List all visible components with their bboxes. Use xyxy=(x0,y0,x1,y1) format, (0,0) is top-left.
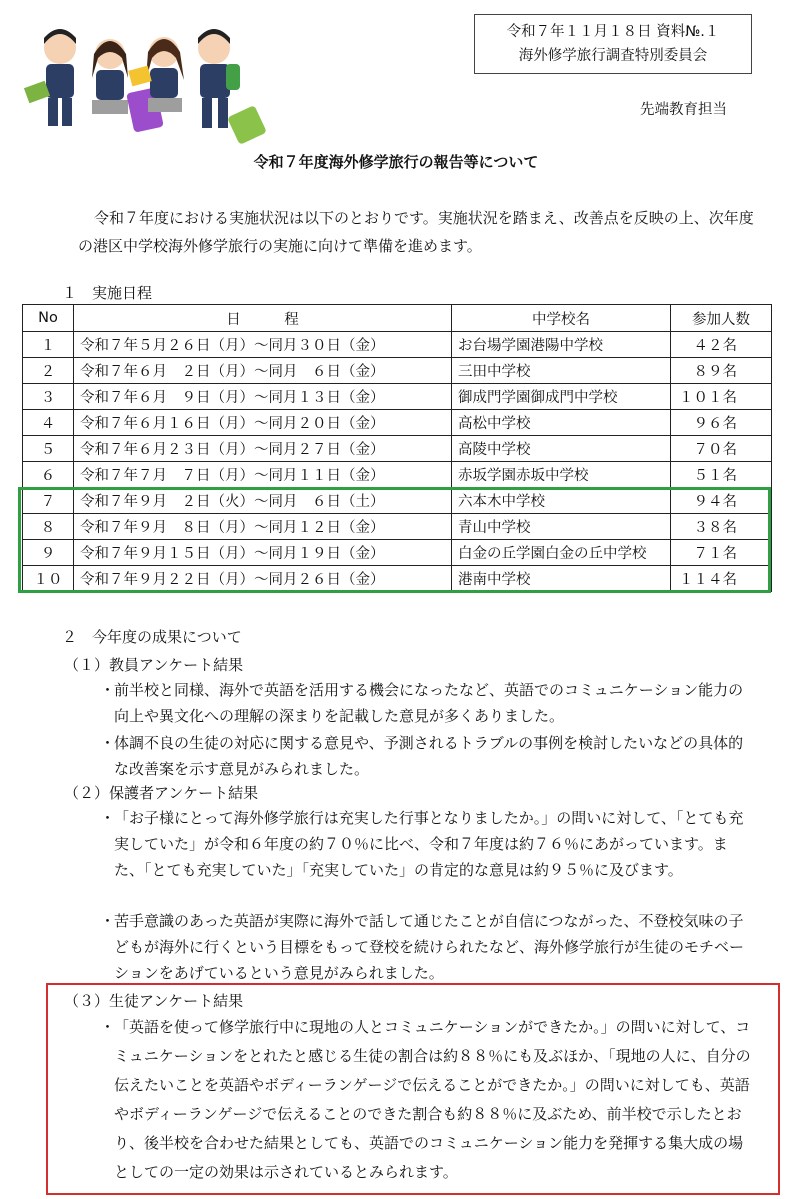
row-count: ５１名 xyxy=(671,462,772,488)
sub3-heading: （３）生徒アンケート結果 xyxy=(64,992,244,1010)
bullet-mark: ・ xyxy=(100,912,116,930)
row-school: 三田中学校 xyxy=(452,358,671,384)
row-number: ８ xyxy=(23,514,74,540)
row-date: 令和７年７月 ７日（月）～同月１１日（金） xyxy=(74,462,452,488)
table-row xyxy=(23,358,772,384)
highlight-green-box xyxy=(18,487,771,593)
row-date: 令和７年６月 ２日（月）～同月 ６日（金） xyxy=(74,358,452,384)
row-school: 御成門学園御成門中学校 xyxy=(452,384,671,410)
bullet-mark: ・ xyxy=(100,681,116,699)
bullet-text: 前半校と同様、海外で英語を活用する機会になったなど、英語でのコミュニケーション能力の向上や異文化への理解の深まりを記載した意見が多くありました。 xyxy=(114,681,744,725)
sub2-heading: （２）保護者アンケート結果 xyxy=(64,784,259,802)
row-count: ９６名 xyxy=(671,410,772,436)
bullet-text: 「英語を使って修学旅行中に現地の人とコミュニケーションができたか。」の問いに対して、コミュニケーションをとれたと感じる生徒の割合は約８８％にも及ぶほか、「現地の人に、自分の伝えたいことを英語やボディーランゲージで伝えることができたか。」の問いに対しても、英語やボディーランゲージで伝えることのできた割合も約８８％に及ぶため、前半校で示したとおり、後半校を合わせた結果としても、英語でのコミュニケーション能力を発揮する集大成の場としての一定の効果は示されているとみられます。 xyxy=(114,1018,751,1181)
department-label: 先端教育担当 xyxy=(640,102,727,118)
bullet-mark: ・ xyxy=(100,809,116,827)
row-school: 青山中学校 xyxy=(452,514,671,540)
row-school: 白金の丘学園白金の丘中学校 xyxy=(452,540,671,566)
row-school: 赤坂学園赤坂中学校 xyxy=(452,462,671,488)
row-count: １０１名 xyxy=(671,384,772,410)
sub1-heading: （１）教員アンケート結果 xyxy=(64,656,244,674)
table-row xyxy=(23,410,772,436)
row-date: 令和７年９月 ８日（月）～同月１２日（金） xyxy=(74,514,452,540)
row-count: ４２名 xyxy=(671,332,772,358)
row-number: ２ xyxy=(23,358,74,384)
student-figure xyxy=(198,29,266,145)
column-header-no: No xyxy=(23,305,74,332)
row-number: １ xyxy=(23,332,74,358)
column-header-school: 中学校名 xyxy=(452,305,671,332)
row-school: 六本木中学校 xyxy=(452,488,671,514)
row-school: 高陵中学校 xyxy=(452,436,671,462)
row-date: 令和７年９月２２日（月）～同月２６日（金） xyxy=(74,566,452,592)
table-row xyxy=(23,332,772,358)
row-count: ９４名 xyxy=(671,488,772,514)
list-item xyxy=(100,677,754,729)
section1-heading: １ 実施日程 xyxy=(62,284,153,302)
bullet-text: 苦手意識のあった英語が実際に海外で話して通じたことが自信につながった、不登校気味の子どもが海外に行くという目標をもって登校を続けられたなど、海外修学旅行が生徒のモチベーションをあげているという意見がみられました。 xyxy=(114,912,745,982)
page-title: 令和７年度海外修学旅行の報告等について xyxy=(253,153,539,171)
table-row xyxy=(23,436,772,462)
table-row xyxy=(23,384,772,410)
bullet-mark: ・ xyxy=(100,1018,116,1036)
row-count: １１４名 xyxy=(671,566,772,592)
row-number: ７ xyxy=(23,488,74,514)
row-date: 令和７年６月２３日（月）～同月２７日（金） xyxy=(74,436,452,462)
row-number: ３ xyxy=(23,384,74,410)
committee-name: 海外修学旅行調査特別委員会 xyxy=(518,48,708,64)
student-figure xyxy=(24,29,76,126)
table-header-row xyxy=(23,305,772,332)
list-item xyxy=(100,1013,754,1187)
list-item xyxy=(100,805,754,883)
document-reference-box xyxy=(474,14,752,74)
row-number: １０ xyxy=(23,566,74,592)
intro-paragraph: 令和７年度における実施状況は以下のとおりです。実施状況を踏まえ、改善点を反映の上、次年度の港区中学校海外修学旅行の実施に向けて準備を進めます。 xyxy=(78,209,754,255)
row-count: ７０名 xyxy=(671,436,772,462)
column-header-date: 日 程 xyxy=(74,305,452,332)
section2-heading: ２ 今年度の成果について xyxy=(62,628,242,646)
row-count: ７１名 xyxy=(671,540,772,566)
column-header-count: 参加人数 xyxy=(671,305,772,332)
list-item xyxy=(100,730,754,782)
row-count: ３８名 xyxy=(671,514,772,540)
students-travel-illustration xyxy=(18,18,266,148)
row-date: 令和７年９月１５日（月）～同月１９日（金） xyxy=(74,540,452,566)
list-item xyxy=(100,908,754,986)
row-count: ８９名 xyxy=(671,358,772,384)
row-number: ９ xyxy=(23,540,74,566)
row-school: 高松中学校 xyxy=(452,410,671,436)
row-number: ４ xyxy=(23,410,74,436)
row-number: ５ xyxy=(23,436,74,462)
bullet-text: 「お子様にとって海外修学旅行は充実した行事となりましたか。」の問いに対して、「とても充実していた」が令和６年度の約７０％に比べ、令和７年度は約７６％にあがっています。また、「とても充実していた」「充実していた」の肯定的な意見は約９５％に及びます。 xyxy=(114,809,744,879)
bullet-mark: ・ xyxy=(100,734,116,752)
bullet-text: 体調不良の生徒の対応に関する意見や、予測されるトラブルの事例を検討したいなどの具体的な改善案を示す意見がみられました。 xyxy=(114,734,744,778)
row-date: 令和７年６月１６日（月）～同月２０日（金） xyxy=(74,410,452,436)
table-row xyxy=(23,462,772,488)
row-date: 令和７年５月２６日（月）～同月３０日（金） xyxy=(74,332,452,358)
row-date: 令和７年９月 ２日（火）～同月 ６日（土） xyxy=(74,488,452,514)
row-school: お台場学園港陽中学校 xyxy=(452,332,671,358)
row-school: 港南中学校 xyxy=(452,566,671,592)
document-date-number: 令和７年１１月１８日 資料№.１ xyxy=(506,24,720,40)
row-date: 令和７年６月 ９日（月）～同月１３日（金） xyxy=(74,384,452,410)
row-number: ６ xyxy=(23,462,74,488)
